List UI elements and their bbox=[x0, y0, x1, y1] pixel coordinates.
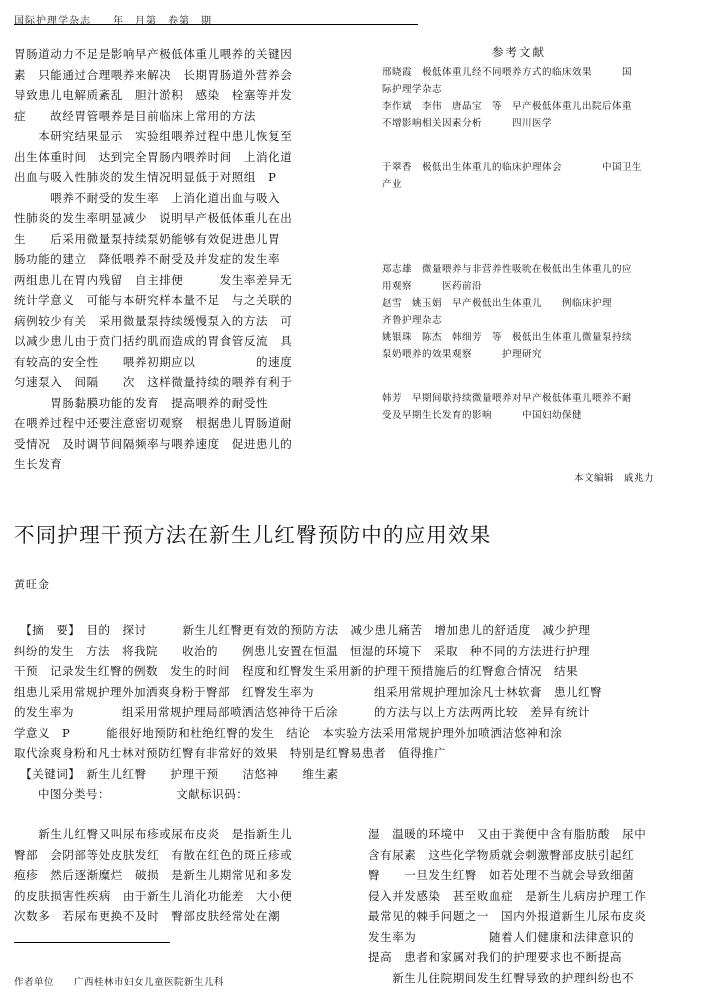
text-line: 侵入并发感染 甚至败血症 是新生儿病房护理工作 bbox=[368, 888, 647, 903]
text-line: 新生儿红臀又叫尿布疹或尿布皮炎 是指新生儿 bbox=[14, 827, 293, 841]
abstract-line: 学意义 P 能很好地预防和杜绝红臀的发生 结论 本实验方法采用常规护理外加喷洒洁悠神和涂 bbox=[14, 725, 563, 740]
header-rule bbox=[14, 24, 418, 25]
reference-line: 邢晓霞 极低体重儿经不同喂养方式的临床效果 国 bbox=[382, 67, 633, 78]
text-line: 病例较少有关 采用微量泵持续缓慢泵入的方法 可 bbox=[14, 313, 293, 328]
text-line: 胃肠黏膜功能的发育 提高喂养的耐受性 bbox=[14, 395, 281, 410]
text-line: 喂养不耐受的发生率 上消化道出血与吸入 bbox=[14, 190, 281, 205]
text-line: 臀 一旦发生红臀 如若处理不当就会导致细菌 bbox=[368, 868, 635, 882]
abstract-line: 组患儿采用常规护理外加洒爽身粉于臀部 红臀发生率为 组采用常规护理加涂凡士林软膏 患儿红臀 bbox=[14, 684, 602, 699]
text-line: 在喂养过程中还要注意密切观察 根据患儿胃肠道耐 bbox=[14, 416, 293, 430]
article-title: 不同护理干预方法在新生儿红臀预防中的应用效果 bbox=[14, 523, 492, 547]
references-heading: 参考文献 bbox=[492, 45, 546, 59]
editor-credit: 本文编辑 戚兆力 bbox=[574, 473, 655, 484]
abstract-line: 【关键词】 新生儿红臀 护理干预 洁悠神 维生素 bbox=[14, 766, 339, 781]
reference-item bbox=[382, 329, 632, 363]
text-line: 含有尿素 这些化学物质就会刺激臀部皮肤引起红 bbox=[368, 847, 635, 862]
text-line: 素 只能通过合理喂养来解决 长期胃肠道外营养会 bbox=[14, 67, 293, 82]
reference-line: 齐鲁护理杂志 bbox=[382, 315, 443, 326]
reference-line: 于翠香 极低出生体重儿的临床护理体会 中国卫生 bbox=[382, 162, 643, 173]
author-affiliation-footnote: 作者单位 广西桂林市妇女儿童医院新生儿科 bbox=[14, 977, 225, 988]
text-line: 症 故经胃管喂养是目前临床上常用的方法 bbox=[14, 108, 256, 123]
reference-item bbox=[382, 64, 632, 98]
reference-line: 不增影响相关因素分析 四川医学 bbox=[382, 118, 553, 129]
text-line: 本研究结果显示 实验组喂养过程中患儿恢复至 bbox=[14, 129, 293, 143]
text-line: 肠功能的建立 降低喂养不耐受及并发症的发生率 bbox=[14, 252, 281, 266]
abstract-line: 中图分类号： 文献标识码： bbox=[14, 787, 249, 801]
reference-line: 郑志雄 微量喂养与非营养性吸吮在极低出生体重儿的应 bbox=[382, 264, 633, 275]
reference-item bbox=[382, 295, 612, 329]
text-line: 以减少患儿由于贲门括约肌而造成的胃食管反流 具 bbox=[14, 334, 293, 348]
text-line: 最常见的棘手问题之一 国内外报道新生儿尿布皮炎 bbox=[368, 909, 647, 923]
abstract-line: 干预 记录发生红臀的例数 发生的时间 程度和红臀发生采用新的护理干预措施后的红臀愈合情况 结果 bbox=[14, 664, 578, 678]
text-line: 臀部 会阴部等处皮肤发红 有散在红色的斑丘疹或 bbox=[14, 847, 293, 862]
reference-line: 产业 bbox=[382, 179, 403, 190]
article-author: 黄旺金 bbox=[14, 578, 50, 591]
text-line: 生长发育 bbox=[14, 457, 63, 471]
reference-item bbox=[382, 261, 632, 295]
body-right-column bbox=[368, 824, 698, 988]
abstract-line: 纠纷的发生 方法 将我院 收治的 例患儿安置在恒温 恒湿的环境下 采取 种不同的方法进行护理 bbox=[14, 643, 590, 658]
text-line: 疱疹 然后逐渐糜烂 破损 是新生儿期常见和多发 bbox=[14, 868, 293, 882]
abstract-line: 的发生率为 组采用常规护理局部喷洒洁悠神待干后涂 的方法与以上方法两两比较 差异有统计 bbox=[14, 705, 590, 719]
left-column-text bbox=[14, 44, 354, 475]
text-line: 提高 患者和家属对我们的护理要求也不断提高 bbox=[368, 950, 623, 964]
text-line: 生 后采用微量泵持续泵奶能够有效促进患儿胃 bbox=[14, 231, 281, 246]
reference-line: 韩芳 早期间歇持续微量喂养对早产极低体重儿喂养不耐 bbox=[382, 393, 633, 404]
text-line: 发生率为 随着人们健康和法律意识的 bbox=[368, 929, 635, 944]
text-line: 湿 温暖的环境中 又由于粪便中含有脂肪酸 尿中 bbox=[368, 827, 647, 841]
reference-item bbox=[382, 98, 632, 132]
text-line: 导致患儿电解质紊乱 胆汁淤积 感染 栓塞等并发 bbox=[14, 88, 293, 102]
abstract-line: 【摘 要】 目的 探讨 新生儿红臀更有效的预防方法 减少患儿痛苦 增加患儿的舒适度 减少护理 bbox=[14, 623, 591, 637]
text-line: 两组患儿在胃内残留 自主排便 发生率差异无 bbox=[14, 272, 293, 287]
footnote-rule bbox=[14, 942, 170, 943]
reference-line: 李作斌 李伟 唐晶宝 等 早产极低体重儿出院后体重 bbox=[382, 101, 633, 112]
reference-line: 际护理学杂志 bbox=[382, 84, 443, 95]
text-line: 出血与吸入性肺炎的发生情况明显低于对照组 P bbox=[14, 170, 277, 184]
reference-item bbox=[382, 390, 632, 424]
reference-item bbox=[382, 159, 642, 193]
text-line: 有较高的安全性 喂养初期应以 的速度 bbox=[14, 354, 293, 369]
reference-line: 姚银珠 陈杰 韩细芳 等 极低出生体重儿微量泵持续 bbox=[382, 332, 633, 343]
text-line: 匀速泵入 间隔 次 这样微量持续的喂养有利于 bbox=[14, 375, 293, 389]
text-line: 胃肠道动力不足是影响早产极低体重儿喂养的关键因 bbox=[14, 47, 293, 61]
body-left-column bbox=[14, 824, 354, 927]
reference-line: 受及早期生长发育的影响 中国妇幼保健 bbox=[382, 410, 583, 421]
article-abstract bbox=[14, 620, 602, 805]
text-line: 性肺炎的发生率明显减少 说明早产极低体重儿在出 bbox=[14, 211, 293, 225]
text-line: 新生儿住院期间发生红臀导致的护理纠纷也不 bbox=[368, 970, 635, 985]
abstract-line: 取代涂爽身粉和凡士林对预防红臀有非常好的效果 特别是红臀易患者 值得推广 bbox=[14, 746, 446, 760]
text-line: 次数多 若尿布更换不及时 臀部皮肤经常处在潮 bbox=[14, 909, 281, 923]
reference-line: 赵雪 姚玉娟 早产极低出生体重儿 例临床护理 bbox=[382, 298, 613, 309]
text-line: 受情况 及时调节间隔频率与喂养速度 促进患儿的 bbox=[14, 436, 293, 451]
running-head: 国际护理学杂志 年 月第 卷第 期 bbox=[14, 16, 212, 27]
text-line: 的皮肤损害性疾病 由于新生儿消化功能差 大小便 bbox=[14, 888, 293, 903]
text-line: 统计学意义 可能与本研究样本量不足 与之关联的 bbox=[14, 293, 293, 307]
text-line: 出生体重时间 达到完全胃肠内喂养时间 上消化道 bbox=[14, 149, 293, 164]
reference-line: 泵奶喂养的效果观察 护理研究 bbox=[382, 349, 543, 360]
reference-line: 用观察 医药前沿 bbox=[382, 281, 483, 292]
